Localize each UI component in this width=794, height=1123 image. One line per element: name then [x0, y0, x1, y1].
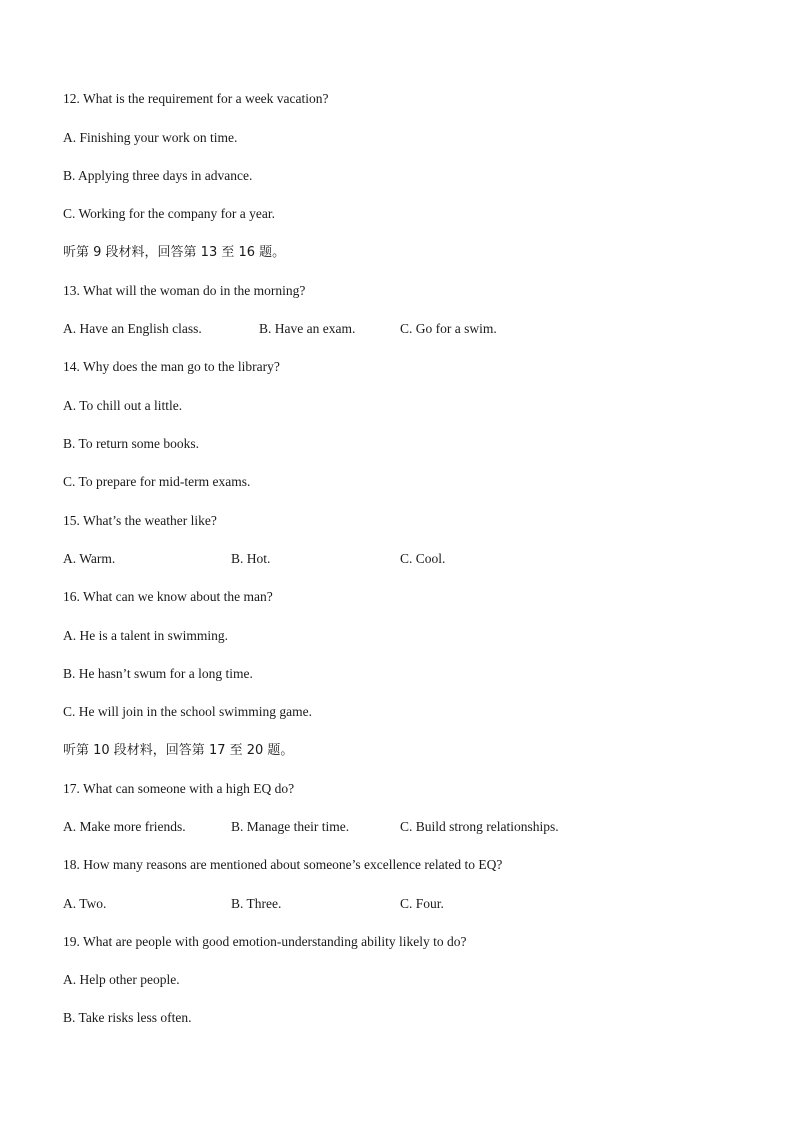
question-13-option-a: A. Have an English class.	[63, 321, 202, 336]
question-15-option-b: B. Hot.	[231, 551, 271, 566]
question-15-option-c: C. Cool.	[400, 551, 446, 566]
question-14-option-c: C. To prepare for mid-term exams.	[63, 474, 251, 489]
question-17-option-c: C. Build strong relationships.	[400, 819, 559, 834]
question-19-option-b: B. Take risks less often.	[63, 1010, 192, 1025]
question-16-option-a: A. He is a talent in swimming.	[63, 628, 228, 643]
question-17-option-a: A. Make more friends.	[63, 819, 186, 834]
question-15-option-a: A. Warm.	[63, 551, 116, 566]
question-18-option-a: A. Two.	[63, 896, 107, 911]
question-14-option-a: A. To chill out a little.	[63, 398, 183, 413]
question-18-option-b: B. Three.	[231, 896, 282, 911]
section-9-instruction: 听第 9 段材料，回答第 13 至 16 题。	[63, 245, 286, 260]
section-10-instruction: 听第 10 段材料，回答第 17 至 20 题。	[63, 743, 294, 758]
question-12-option-b: B. Applying three days in advance.	[63, 168, 253, 183]
question-18-option-c: C. Four.	[400, 896, 444, 911]
question-12: 12. What is the requirement for a week vacation?	[63, 91, 329, 106]
question-14: 14. Why does the man go to the library?	[63, 359, 280, 374]
question-17: 17. What can someone with a high EQ do?	[63, 781, 295, 796]
question-16-option-b: B. He hasn’t swum for a long time.	[63, 666, 253, 681]
question-16: 16. What can we know about the man?	[63, 589, 273, 604]
question-19: 19. What are people with good emotion-understanding ability likely to do?	[63, 934, 467, 949]
question-17-option-b: B. Manage their time.	[231, 819, 350, 834]
question-15: 15. What’s the weather like?	[63, 513, 217, 528]
question-13: 13. What will the woman do in the morning?	[63, 283, 306, 298]
question-13-option-c: C. Go for a swim.	[400, 321, 497, 336]
question-18: 18. How many reasons are mentioned about someone’s excellence related to EQ?	[63, 857, 503, 872]
question-19-option-a: A. Help other people.	[63, 972, 180, 987]
question-12-option-c: C. Working for the company for a year.	[63, 206, 275, 221]
question-14-option-b: B. To return some books.	[63, 436, 200, 451]
question-12-option-a: A. Finishing your work on time.	[63, 130, 238, 145]
question-13-option-b: B. Have an exam.	[259, 321, 356, 336]
question-16-option-c: C. He will join in the school swimming game.	[63, 704, 312, 719]
